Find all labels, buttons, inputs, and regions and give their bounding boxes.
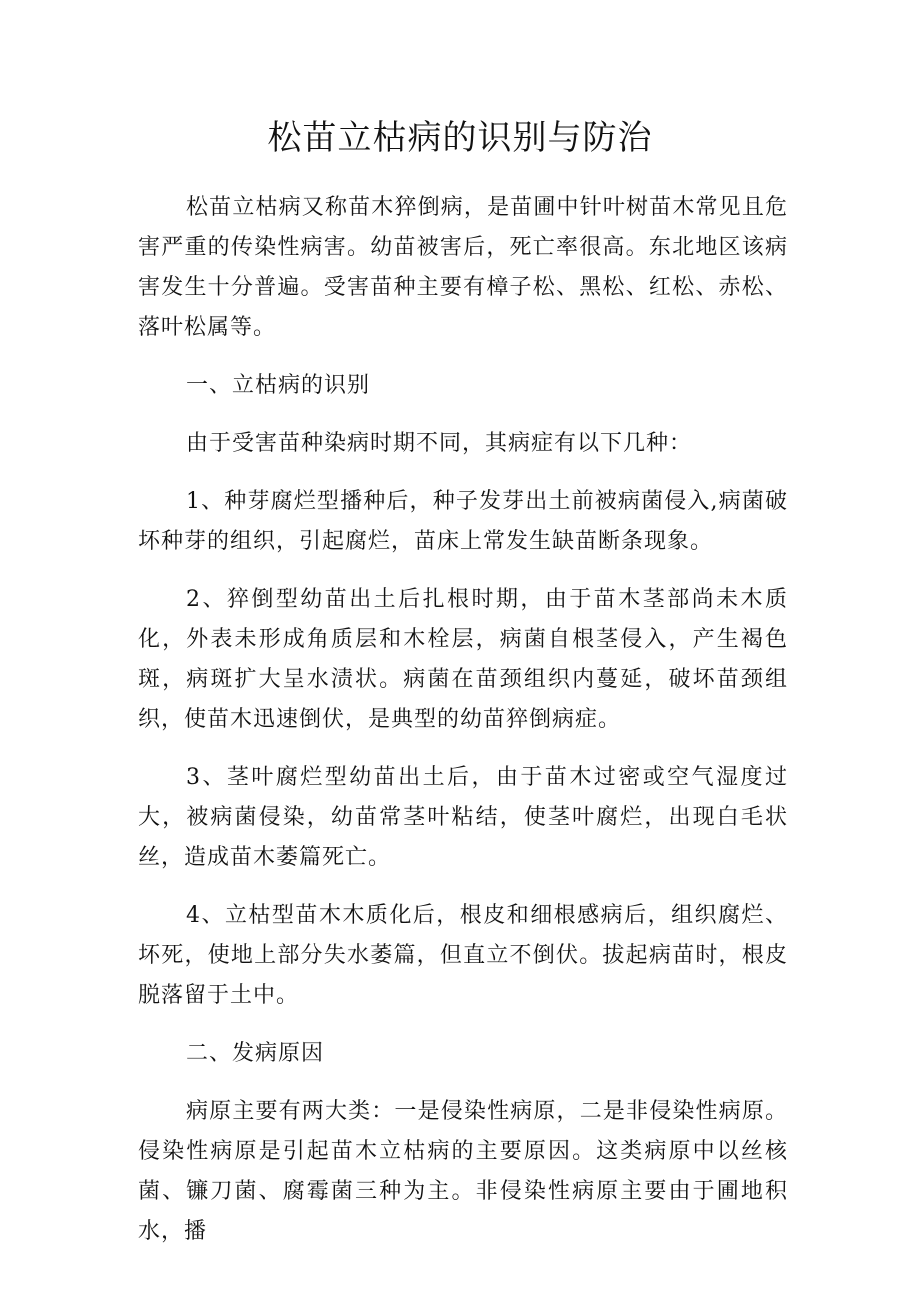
- document-body: [138, 188, 788, 1270]
- section-heading-causes: 二、发病原因: [186, 1041, 325, 1066]
- page-title: 松苗立枯病的识别与防治: [267, 118, 653, 158]
- section-heading-identification: 一、立枯病的识别: [186, 373, 371, 398]
- paragraph-causes: 病原主要有两大类：一是侵染性病原，二是非侵染性病原。侵染性病原是引起苗木立枯病的主要原因。这类病原中以丝核菌、镰刀菌、腐霉菌三种为主。非侵染性病原主要由于圃地积水，播: [138, 1099, 788, 1244]
- paragraph-type-3: 3、茎叶腐烂型幼苗出土后，由于苗木过密或空气湿度过大，被病菌侵染，幼苗常茎叶粘结，使茎叶腐烂，出现白毛状丝，造成苗木萎篇死亡。: [138, 765, 788, 870]
- paragraph-symptom-lead: 由于受害苗种染病时期不同，其病症有以下几种：: [186, 431, 693, 456]
- paragraph-type-1: 1、种芽腐烂型播种后，种子发芽出土前被病菌侵入,病菌破坏种芽的组织，引起腐烂，苗床上常发生缺苗断条现象。: [138, 489, 788, 554]
- paragraph-type-2: 2、猝倒型幼苗出土后扎根时期，由于苗木茎部尚未木质化，外表未形成角质层和木栓层，病菌自根茎侵入，产生褐色斑，病斑扩大呈水渍状。病菌在苗颈组织内蔓延，破坏苗颈组织，使苗木迅速倒伏，是典型的幼苗猝倒病症。: [138, 587, 788, 732]
- paragraph-type-4: 4、立枯型苗木木质化后，根皮和细根感病后，组织腐烂、坏死，使地上部分失水萎篇，但直立不倒伏。拔起病苗时，根皮脱落留于土中。: [138, 903, 788, 1008]
- paragraph-intro: 松苗立枯病又称苗木猝倒病，是苗圃中针叶树苗木常见且危害严重的传染性病害。幼苗被害后，死亡率很高。东北地区该病害发生十分普遍。受害苗种主要有樟子松、黑松、红松、赤松、落叶松属等。: [138, 195, 788, 340]
